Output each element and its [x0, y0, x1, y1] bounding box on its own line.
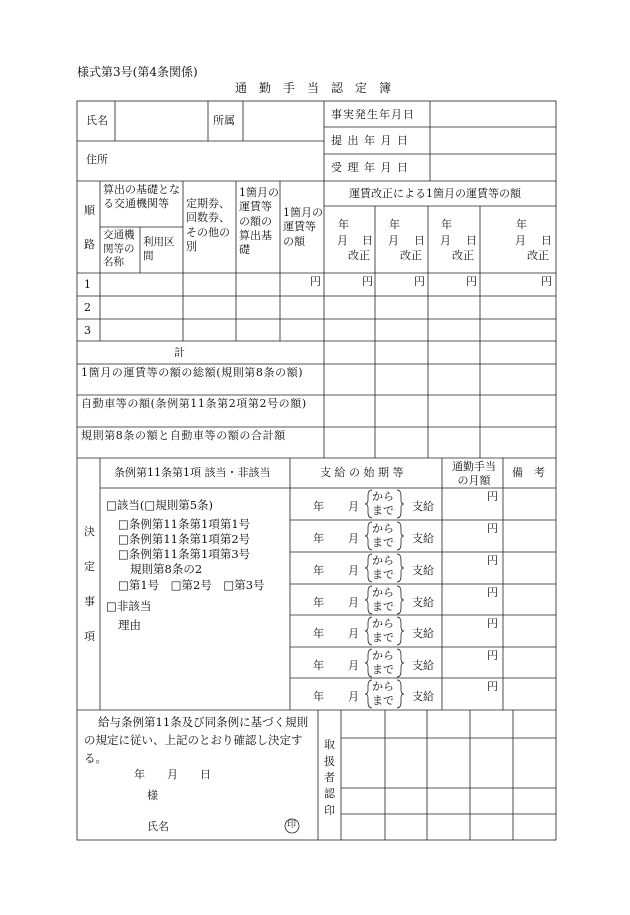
- applicable-checkbox[interactable]: □該当(□規則第5条): [106, 498, 214, 512]
- period-pay-1: 支給: [412, 500, 434, 513]
- decision-side-1: 決: [84, 525, 95, 538]
- submission-date-input[interactable]: [431, 128, 555, 153]
- basis-header: 算出の基礎となる交通機関等: [103, 183, 180, 211]
- rev1-month: 月: [337, 234, 348, 247]
- affiliation-input[interactable]: [244, 102, 323, 140]
- fare-revision-header: 運賃改正による1箇月の運賃等の額: [349, 187, 521, 200]
- handler-label-4: 認: [324, 787, 335, 800]
- rev3-day: 日: [466, 234, 477, 247]
- yen-monthly: 円: [310, 275, 321, 288]
- applicability-header: 条例第11条第1項 該当・非該当: [114, 466, 271, 479]
- yen-rev3: 円: [466, 275, 477, 288]
- period-yen-6: 円: [487, 649, 498, 662]
- period-to-4: まで: [372, 600, 394, 613]
- monthly-fare-header: 1箇月の運賃等の額: [283, 206, 323, 248]
- name-input[interactable]: [116, 102, 207, 140]
- order-label-1: 順: [84, 204, 95, 217]
- rev2-year: 年: [389, 218, 400, 231]
- rev4-revised: 改正: [527, 249, 549, 262]
- affiliation-label: 所属: [213, 114, 235, 127]
- period-from-5: から: [372, 617, 394, 630]
- yen-rev2: 円: [414, 275, 425, 288]
- rule-8-2-label: 規則第8条の2: [130, 562, 203, 576]
- period-year-4: 年: [313, 596, 324, 609]
- period-from-1: から: [372, 490, 394, 503]
- period-yen-5: 円: [487, 617, 498, 630]
- rev1-year: 年: [338, 218, 349, 231]
- start-header: 支 給 の 始 期 等: [320, 466, 404, 479]
- receipt-date-label: 受 理 年 月 日: [331, 161, 409, 174]
- period-from-3: から: [372, 554, 394, 567]
- footer-name-label: 氏名: [147, 820, 169, 833]
- period-month-4: 月: [348, 596, 359, 609]
- row-number-3: 3: [84, 324, 91, 337]
- period-year-6: 年: [313, 659, 324, 672]
- address-label: 住所: [86, 153, 108, 166]
- period-from-7: から: [372, 680, 394, 693]
- form-number: 様式第3号(第4条関係): [77, 65, 198, 79]
- summary-row-1: 1箇月の運賃等の額の総額(規則第8条の額): [81, 366, 304, 379]
- rev4-day: 日: [541, 234, 552, 247]
- period-month-7: 月: [348, 690, 359, 703]
- reason-label: 理由: [118, 618, 141, 632]
- rev3-month: 月: [440, 234, 451, 247]
- calc-basis-header: 1箇月の運賃等の額の算出基礎: [239, 186, 279, 257]
- period-pay-4: 支給: [412, 596, 434, 609]
- period-yen-2: 円: [487, 522, 498, 535]
- sub-options-checkboxes[interactable]: □第1号 □第2号 □第3号: [118, 578, 265, 592]
- decision-side-3: 事: [84, 595, 95, 608]
- ticket-type-header: 定期券、回数券、その他の別: [186, 197, 230, 253]
- option-3-checkbox[interactable]: □条例第11条第1項第3号: [118, 547, 251, 561]
- period-from-4: から: [372, 586, 394, 599]
- period-year-7: 年: [313, 690, 324, 703]
- row-number-1: 1: [84, 278, 91, 291]
- period-month-6: 月: [348, 659, 359, 672]
- period-year-5: 年: [313, 627, 324, 640]
- decision-statement: 給与条例第11条及び同条例に基づく規則の規定に従い、上記のとおり確認し決定する。: [84, 715, 309, 765]
- period-month-1: 月: [348, 500, 359, 513]
- period-month-2: 月: [348, 532, 359, 545]
- period-to-7: まで: [372, 694, 394, 707]
- summary-row-3: 規則第8条の額と自動車等の額の合計額: [81, 429, 286, 442]
- period-to-3: まで: [372, 568, 394, 581]
- period-from-6: から: [372, 649, 394, 662]
- remarks-header: 備 考: [512, 466, 545, 479]
- rev3-revised: 改正: [452, 249, 474, 262]
- receipt-date-input[interactable]: [431, 155, 555, 180]
- monthly-amount-header: 通勤手当の月額: [452, 460, 496, 488]
- rev1-revised: 改正: [348, 249, 370, 262]
- period-month-5: 月: [348, 627, 359, 640]
- period-pay-5: 支給: [412, 627, 434, 640]
- occurrence-date-input[interactable]: [431, 102, 555, 126]
- period-yen-7: 円: [487, 680, 498, 693]
- handler-label-5: 印: [324, 804, 335, 817]
- rev1-day: 日: [362, 234, 373, 247]
- rev2-month: 月: [388, 234, 399, 247]
- order-label-2: 路: [84, 238, 95, 251]
- period-month-3: 月: [348, 564, 359, 577]
- period-to-2: まで: [372, 536, 394, 549]
- period-to-5: まで: [372, 631, 394, 644]
- row-number-2: 2: [84, 301, 91, 314]
- rev4-month: 月: [515, 234, 526, 247]
- option-2-checkbox[interactable]: □条例第11条第1項第2号: [118, 532, 251, 546]
- page-title: 通 勤 手 当 認 定 簿: [235, 81, 392, 95]
- not-applicable-checkbox[interactable]: □非該当: [106, 599, 152, 613]
- handler-label-2: 扱: [324, 755, 335, 768]
- period-to-6: まで: [372, 663, 394, 676]
- footer-date: 年 月 日: [134, 768, 211, 781]
- period-year-3: 年: [313, 564, 324, 577]
- occurrence-date-label: 事実発生年月日: [331, 108, 415, 121]
- seal-mark: 印: [287, 820, 297, 830]
- transport-name-header: 交通機関等の名称: [103, 229, 135, 269]
- period-yen-1: 円: [487, 490, 498, 503]
- decision-side-4: 項: [84, 630, 95, 643]
- period-pay-6: 支給: [412, 659, 434, 672]
- period-year-1: 年: [313, 500, 324, 513]
- period-yen-4: 円: [487, 586, 498, 599]
- name-label: 氏名: [86, 114, 108, 127]
- honorific: 様: [147, 789, 158, 802]
- rev4-year: 年: [516, 218, 527, 231]
- yen-rev1: 円: [362, 275, 373, 288]
- rev3-year: 年: [441, 218, 452, 231]
- rev2-revised: 改正: [400, 249, 422, 262]
- yen-rev4: 円: [541, 275, 552, 288]
- address-input[interactable]: [116, 142, 323, 180]
- handler-label-1: 取: [324, 738, 335, 751]
- period-yen-3: 円: [487, 554, 498, 567]
- period-pay-3: 支給: [412, 564, 434, 577]
- period-from-2: から: [372, 522, 394, 535]
- decision-side-2: 定: [84, 560, 95, 573]
- period-pay-7: 支給: [412, 690, 434, 703]
- option-1-checkbox[interactable]: □条例第11条第1項第1号: [118, 517, 251, 531]
- period-to-1: まで: [372, 504, 394, 517]
- handler-label-3: 者: [324, 771, 335, 784]
- submission-date-label: 提 出 年 月 日: [331, 134, 409, 147]
- total-label: 計: [174, 346, 185, 359]
- rev2-day: 日: [414, 234, 425, 247]
- section-header: 利用区間: [143, 236, 175, 262]
- period-pay-2: 支給: [412, 532, 434, 545]
- summary-row-2: 自動車等の額(条例第11条第2項第2号の額): [81, 397, 307, 410]
- period-year-2: 年: [313, 532, 324, 545]
